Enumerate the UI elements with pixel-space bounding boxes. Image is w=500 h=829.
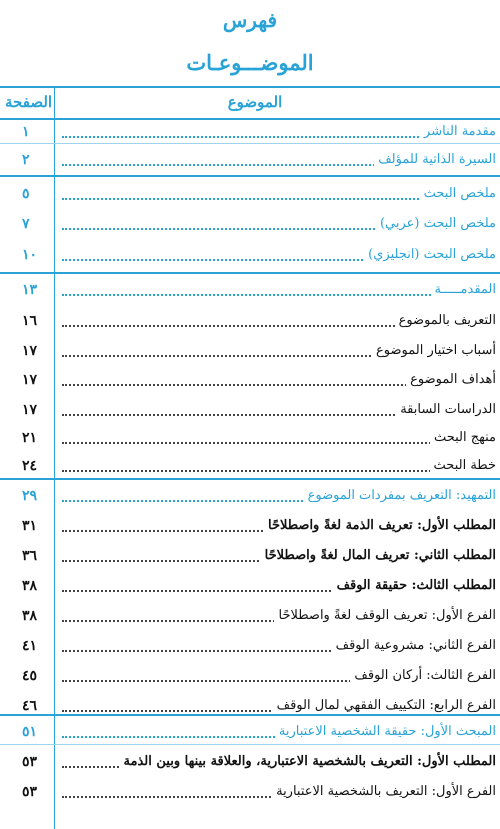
subjects-heading: الموضـــوعـات xyxy=(186,50,314,75)
toc-entry[interactable] xyxy=(0,512,500,540)
toc-entry-title: المبحث الأول: حقيقة الشخصية الاعتبارية xyxy=(275,722,496,742)
page-column-header: الصفحة xyxy=(5,93,53,111)
toc-entry[interactable] xyxy=(0,482,500,510)
toc-entry[interactable] xyxy=(0,424,500,452)
toc-entry-page-number: ١٧ xyxy=(22,343,38,359)
index-heading: فهرس xyxy=(222,8,278,32)
toc-entry-title: التعريف بالموضوع xyxy=(395,311,496,331)
toc-entry[interactable] xyxy=(0,632,500,660)
toc-entry-page-number: ٧ xyxy=(22,216,30,232)
toc-entry[interactable] xyxy=(0,210,500,238)
toc-entry-page-number: ٥١ xyxy=(22,724,38,740)
toc-entry-page-number: ٤٦ xyxy=(22,698,38,714)
toc-entry[interactable] xyxy=(0,662,500,690)
toc-entry-page-number: ٥٣ xyxy=(22,754,38,770)
toc-entry-title: أهداف الموضوع xyxy=(406,370,496,390)
toc-entry-page-number: ٣٨ xyxy=(22,578,38,594)
toc-entry-title: ملخص البحث xyxy=(420,184,496,204)
toc-entry[interactable] xyxy=(0,118,500,146)
toc-entry-title: المطلب الأول: تعريف الذمة لغةً واصطلاحًا xyxy=(264,516,496,536)
toc-entry-page-number: ٣٦ xyxy=(22,548,38,564)
section-separator xyxy=(0,714,500,716)
toc-entry-title: أسباب اختيار الموضوع xyxy=(372,341,496,361)
toc-entry-title: الفرع الثالث: أركان الوقف xyxy=(350,666,496,686)
toc-entry-title: المقدمـــــة xyxy=(431,280,496,300)
toc-entry[interactable] xyxy=(0,180,500,208)
toc-entry-page-number: ٤٥ xyxy=(22,668,38,684)
toc-entry-title: الفرع الأول: تعريف الوقف لغةً واصطلاحًا xyxy=(274,606,496,626)
toc-entry-title: ملخص البحث (عربي) xyxy=(376,214,496,234)
toc-entry[interactable] xyxy=(0,337,500,365)
toc-entry-page-number: ١٠ xyxy=(22,247,38,263)
toc-entry-page-number: ٥٣ xyxy=(22,784,38,800)
toc-entry[interactable] xyxy=(0,396,500,424)
toc-entry-page-number: ١٧ xyxy=(22,372,38,388)
toc-entry-page-number: ١ xyxy=(22,124,30,140)
toc-entry-page-number: ٢١ xyxy=(22,430,38,446)
toc-entry[interactable] xyxy=(0,366,500,394)
toc-entry-title: الفرع الرابع: التكييف الفقهي لمال الوقف xyxy=(273,696,496,716)
dot-leader xyxy=(62,294,494,296)
toc-entry-title: الفرع الثاني: مشروعية الوقف xyxy=(332,636,496,656)
toc-entry[interactable] xyxy=(0,542,500,570)
toc-entry-title: الدراسات السابقة xyxy=(396,400,496,420)
toc-entry-title: منهج البحث xyxy=(430,428,496,448)
toc-entry-title: الفرع الأول: التعريف بالشخصية الاعتبارية xyxy=(272,782,496,802)
section-separator xyxy=(0,744,500,745)
toc-entry-page-number: ٣١ xyxy=(22,518,38,534)
toc-entry-page-number: ٢٩ xyxy=(22,488,38,504)
toc-entry[interactable] xyxy=(0,778,500,806)
toc-entry[interactable] xyxy=(0,602,500,630)
toc-entry-title: مقدمة الناشر xyxy=(420,122,496,142)
section-separator xyxy=(0,175,500,177)
toc-entry-page-number: ٢٤ xyxy=(22,458,38,474)
section-separator xyxy=(0,143,500,144)
toc-entry[interactable] xyxy=(0,276,500,304)
section-separator xyxy=(0,478,500,480)
column-divider xyxy=(54,88,55,118)
toc-entry-page-number: ٤١ xyxy=(22,638,38,654)
toc-entry-page-number: ١٣ xyxy=(22,282,38,298)
table-header xyxy=(0,86,500,120)
toc-entry[interactable] xyxy=(0,241,500,269)
toc-entry-title: خطة البحث xyxy=(430,456,496,476)
toc-entry[interactable] xyxy=(0,748,500,776)
toc-entry[interactable] xyxy=(0,718,500,746)
toc-entry[interactable] xyxy=(0,307,500,335)
toc-entry-title: المطلب الأول: التعريف بالشخصية الاعتبارية، والعلاقة بينها وبين الذمة xyxy=(120,752,496,772)
toc-entry-title: التمهيد: التعريف بمفردات الموضوع xyxy=(304,486,496,506)
toc-entry-title: المطلب الثاني: تعريف المال لغةً واصطلاحًا xyxy=(261,546,496,566)
toc-entry-title: المطلب الثالث: حقيقة الوقف xyxy=(333,576,496,596)
section-separator xyxy=(0,272,500,274)
subject-column-header: الموضوع xyxy=(227,93,283,111)
toc-entry[interactable] xyxy=(0,146,500,174)
toc-entry-page-number: ٣٨ xyxy=(22,608,38,624)
toc-entry-page-number: ١٦ xyxy=(22,313,38,329)
toc-entry[interactable] xyxy=(0,452,500,480)
toc-entry-title: السيرة الذاتية للمؤلف xyxy=(374,150,496,170)
toc-entry[interactable] xyxy=(0,572,500,600)
toc-entry-page-number: ١٧ xyxy=(22,402,38,418)
toc-entry-page-number: ٥ xyxy=(22,186,30,202)
toc-entry-page-number: ٢ xyxy=(22,152,30,168)
toc-entry-title: ملخص البحث (انجليزي) xyxy=(364,245,496,265)
